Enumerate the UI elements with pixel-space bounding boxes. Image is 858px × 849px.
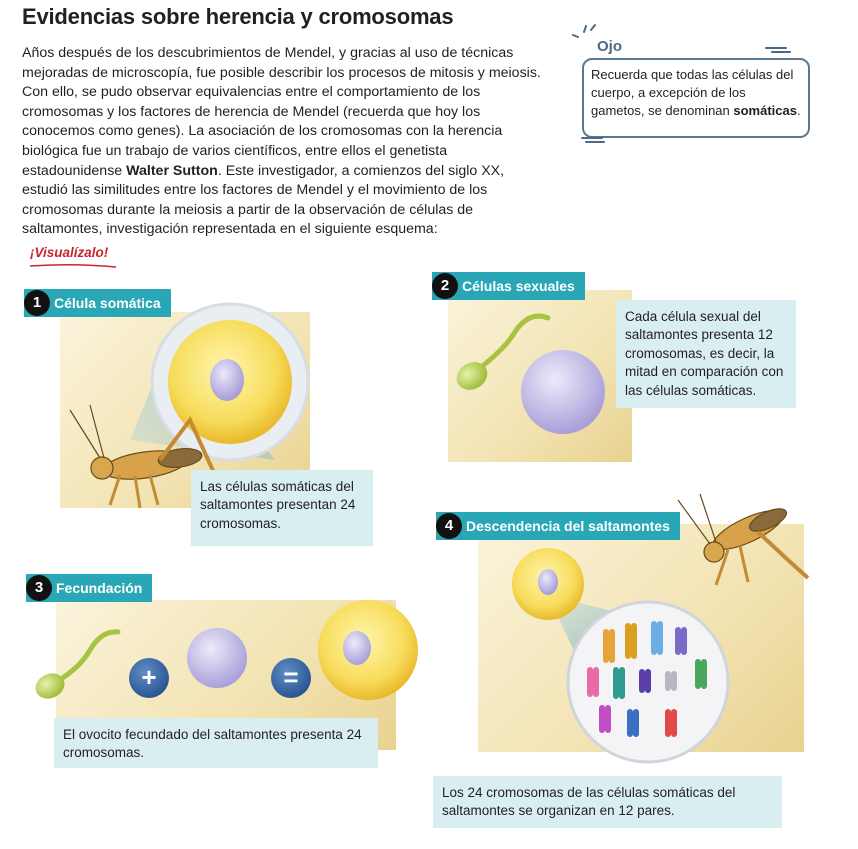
visualizalo-underline — [28, 262, 118, 270]
section-4-title: Descendencia del saltamontes — [466, 518, 670, 534]
section-1-number: 1 — [24, 290, 50, 316]
section-4-number: 4 — [436, 513, 462, 539]
section-2-caption: Cada célula sexual del saltamontes presenta 12 cromosomas, es decir, la mitad en comparación con las células somáticas. — [616, 300, 796, 408]
intro-paragraph — [22, 44, 550, 240]
section-4-tag — [436, 512, 680, 540]
section-2-title: Células sexuales — [462, 278, 575, 294]
intro-text-1: Años después de los descubrimientos de Mendel, y gracias al uso de técnicas mejoradas de microscopía, fue posible describir los procesos de mitosis y meiosis. Con ello, se pudo observar equivalencias entre el comportamiento de los cromosomas y los factores de herencia de Mendel (recuerda que hoy los conocemos como genes). La asociación de los cromosomas con la herencia biológica fue un trabajo de varios científicos, entre ellos el genetista estadounidense — [22, 45, 541, 179]
ojo-label: Ojo — [594, 38, 625, 55]
section-3-number: 3 — [26, 575, 52, 601]
cell-nucleus — [210, 359, 244, 401]
equals-sign: = — [283, 662, 299, 692]
section-3-caption: El ovocito fecundado del saltamontes presenta 24 cromosomas. — [54, 718, 378, 768]
offspring-nucleus — [538, 569, 558, 595]
section-2-number: 2 — [432, 273, 458, 299]
section-1-title: Célula somática — [54, 295, 161, 311]
ojo-text-bold: somáticas — [733, 103, 797, 118]
plus-sign: + — [141, 662, 157, 692]
ojo-text-2: . — [796, 103, 801, 118]
ovum-cell — [187, 628, 247, 688]
sperm-tail — [56, 632, 118, 682]
page-title: Evidencias sobre herencia y cromosomas — [22, 4, 454, 29]
ojo-text-1: Recuerda que todas las células del cuerpo, a excepción de los gametos, se denominan — [591, 67, 794, 118]
zygote-nucleus — [343, 631, 371, 665]
section-1-caption: Las células somáticas del saltamontes presentan 24 cromosomas. — [191, 470, 373, 546]
intro-bold-name: Walter Sutton — [126, 162, 218, 179]
intro-text-2: . Este investigador, a comienzos del siglo XX, estudió las similitudes entre los factores de Mendel y el movimiento de los cromosomas durante la meiosis a partir de la observación de células de saltamontes, investigación representada en el siguiente esquema: — [22, 162, 505, 238]
grasshopper-icon — [678, 494, 808, 585]
section-4-caption: Los 24 cromosomas de las células somáticas del saltamontes se organizan en 12 pares. — [433, 776, 782, 828]
sperm-cell — [31, 669, 68, 703]
section-3-title: Fecundación — [56, 580, 143, 596]
ojo-text — [591, 66, 801, 120]
visualizalo-label: ¡Visualízalo! — [30, 245, 109, 260]
ovum-cell — [521, 350, 605, 434]
